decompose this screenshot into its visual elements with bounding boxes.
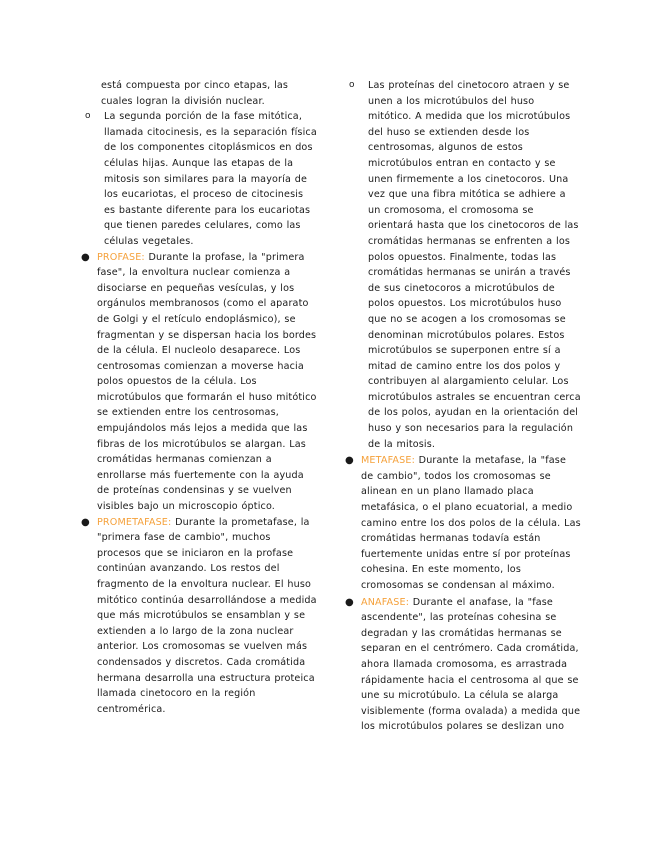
profase-text: Durante la profase, la "primera fase", la envoltura nuclear comienza a disociarse en pequeñas vesículas, y los orgánulos membranosos (como el aparato de Golgi y el retículo endoplásmico), se fragmentan y se dispersan hacia los bordes de la célula. El nucleolo desaparece. Los centrosomas comienzan a moverse hacia polos opuestos de la célula. Los microtúbulos que formarán el huso mitótico se extienden entre los centrosomas, empujándolos más lejos a medida que las fibras de los microtúbulos se alargan. Las cromátidas hermanas comienzan a enrollarse más fuertemente con la ayuda de proteínas condensinas y se vuelven visibles bajo un microscopio óptico. — [97, 251, 317, 513]
profase-item — [81, 250, 317, 515]
anafase-item — [345, 595, 581, 735]
prometafase-text: Durante la prometafase, la "primera fase de cambio", muchos procesos que se iniciaron en la profase continúan avanzando. Los restos del fragmento de la envoltura nuclear. El huso mitótico continúa desarrollándose a medida que más microtúbulos se ensamblan y se extienden a lo largo de la zona nuclear anterior. Los cromosomas se vuelven más condensados y discretos. Cada cromátida hermana desarrolla una estructura proteica llamada cinetocoro en la región centromérica. — [97, 516, 317, 715]
cinetocoro-text: Las proteínas del cinetocoro atraen y se unen a los microtúbulos del huso mitótico. A medida que los microtúbulos del huso se extienden desde los centrosomas, algunos de estos microtúbulos entran en contacto y se unen firmemente a los cinetocoros. Una vez que una fibra mitótica se adhiere a un cromosoma, el cromosoma se orientará hasta que los cinetocoros de las cromátidas hermanas se enfrenten a los polos opuestos. Finalmente, todas las cromátidas hermanas se unirán a través de sus cinetocoros a microtúbulos de polos opuestos. Los microtúbulos huso que no se acogen a los cromosomas se denominan microtúbulos polares. Estos microtúbulos se superponen entre sí a mitad de camino entre los dos polos y contribuyen al alargamiento celular. Los microtúbulos astrales se encuentran cerca de los polos, ayudan en la orientación del huso y son necesarios para la regulación de la mitosis. — [368, 80, 581, 450]
metafase-text: Durante la metafase, la "fase de cambio", todos los cromosomas se alinean en un plano llamado placa metafásica, o el plano ecuatorial, a medio camino entre los dos polos de la célula. Las cromátidas hermanas todavía están fuertemente unidas entre sí por proteínas cohesina. En este momento, los cromosomas se condensan al máximo. — [361, 455, 581, 591]
anafase-text: Durante el anafase, la "fase ascendente", las proteínas cohesina se degradan y las cromátidas hermanas se separan en el centrómero. Cada cromátida, ahora llamada cromosoma, es arrastrada rápidamente hacia el centrosoma al que se une su microtúbulo. La célula se alarga visiblemente (forma ovalada) a medida que los microtúbulos polares se deslizan uno — [361, 596, 581, 733]
left-column — [81, 78, 317, 717]
solid-bullet-icon: ● — [81, 251, 90, 263]
citocinesis-text: La segunda porción de la fase mitótica, llamada citocinesis, es la separación física de los componentes citoplásmicos en dos células hijas. Aunque las etapas de la mitosis son similares para la mayoría de los eucariotas, el proceso de citocinesis es bastante diferente para los eucariotas que tienen paredes celulares, como las células vegetales. — [104, 111, 317, 247]
solid-bullet-icon: ● — [345, 596, 354, 608]
prometafase-term: PROMETAFASE: — [97, 516, 172, 528]
metafase-term: METAFASE: — [361, 455, 415, 467]
intro-continuation: está compuesta por cinco etapas, las cuales logran la división nuclear. — [101, 80, 289, 107]
profase-term: PROFASE: — [97, 251, 145, 263]
hollow-bullet-icon: o — [349, 80, 355, 90]
metafase-item — [345, 453, 581, 593]
hollow-bullet-icon: o — [85, 111, 91, 122]
prometafase-item — [81, 515, 317, 718]
solid-bullet-icon: ● — [345, 455, 354, 467]
solid-bullet-icon: ● — [81, 516, 90, 528]
anafase-term: ANAFASE: — [361, 596, 410, 608]
cinetocoro-subitem — [345, 78, 581, 452]
citocinesis-subitem — [81, 109, 317, 249]
right-column — [345, 78, 581, 735]
